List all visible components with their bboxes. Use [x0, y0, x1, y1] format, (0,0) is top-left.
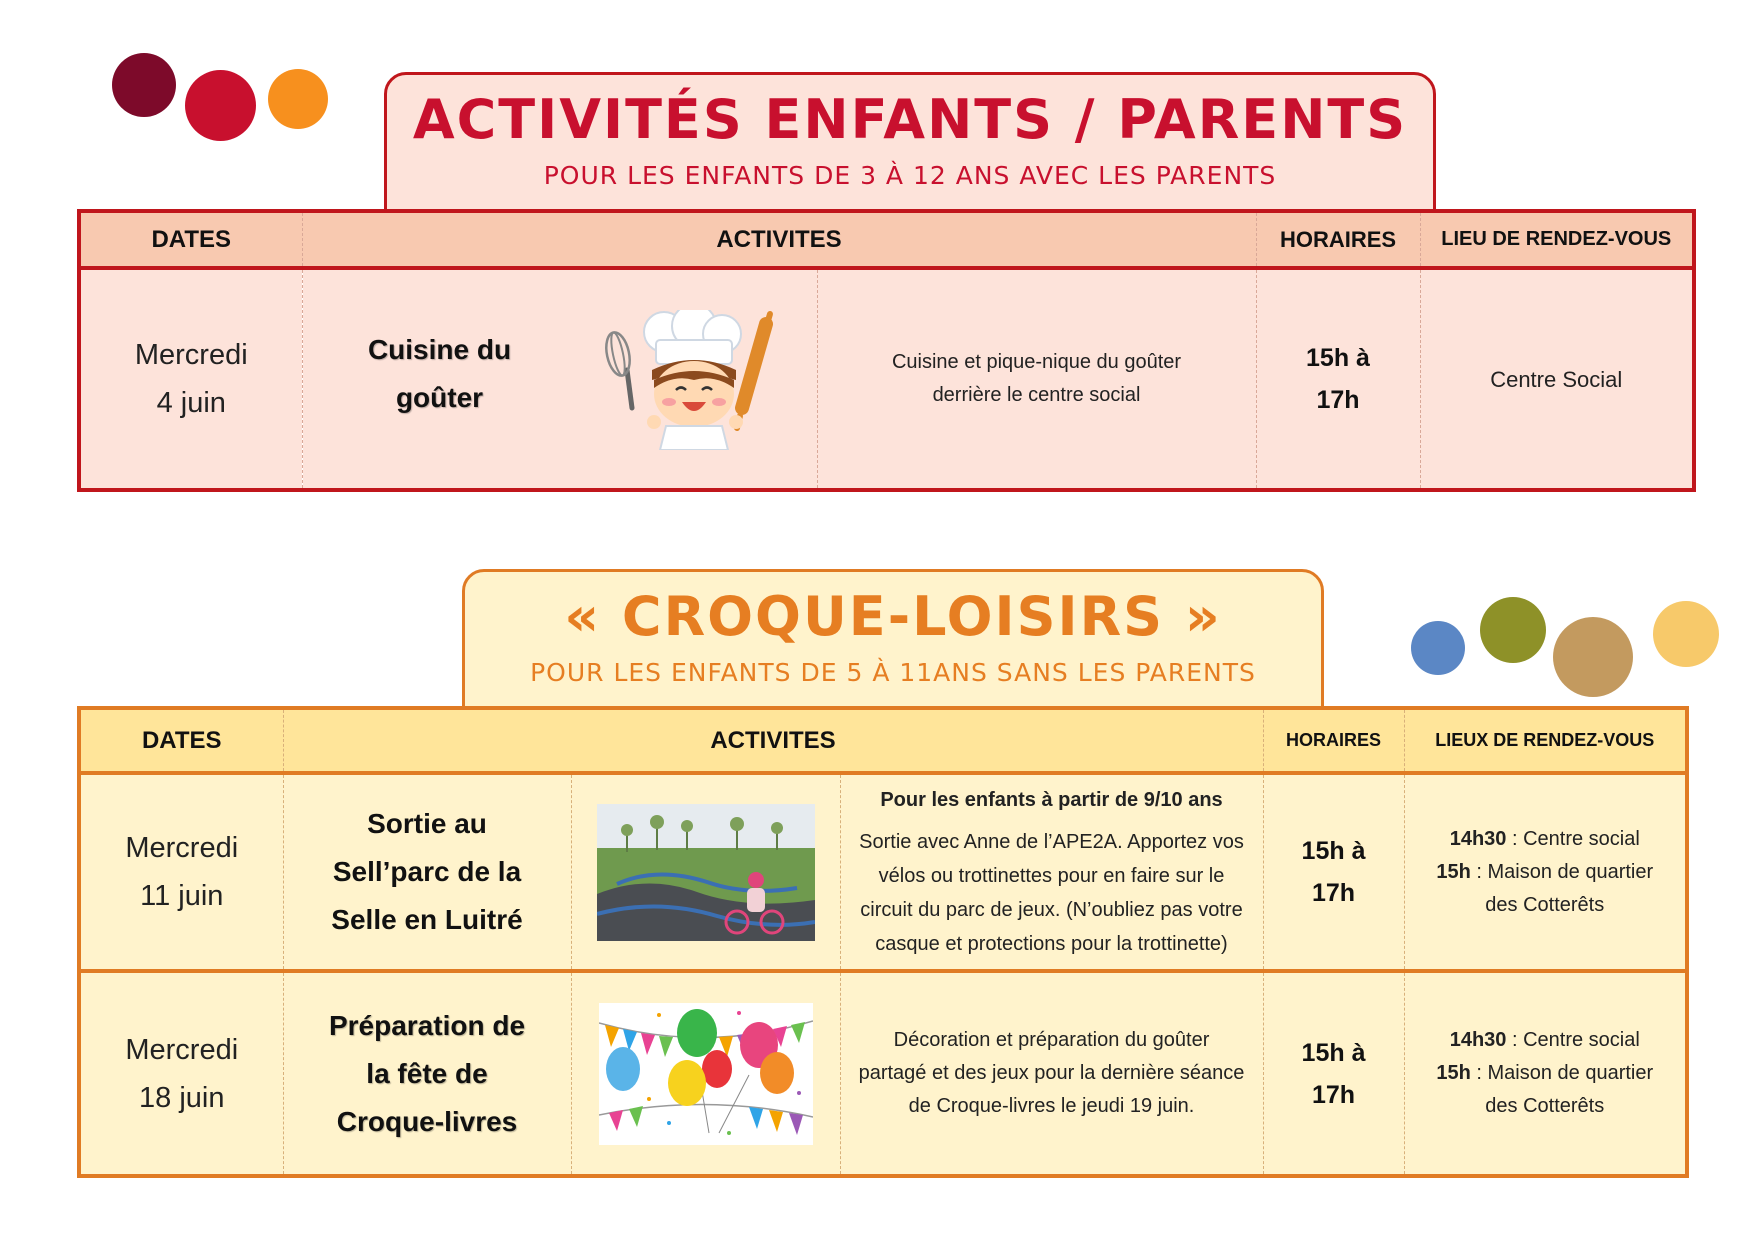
place-line: [1405, 1024, 1686, 1057]
date-day: Mercredi: [125, 1033, 239, 1066]
place-time: 14h30: [1449, 1029, 1507, 1051]
table-row: [79, 773, 1687, 971]
activity-title-line: Préparation de: [328, 1009, 526, 1041]
time-start: 15h à: [1301, 837, 1366, 865]
section1-title: ACTIVITÉS ENFANTS / PARENTS: [412, 88, 1408, 151]
description-heading: Pour les enfants à partir de 9/10 ans: [880, 789, 1223, 811]
description-line: Cuisine et pique-nique du goûter: [891, 351, 1182, 373]
activity-title-line: Cuisine du: [367, 334, 512, 365]
description-line: circuit du parc de jeux. (N’oubliez pas votre: [860, 899, 1243, 921]
date-day: Mercredi: [134, 339, 248, 371]
description-cell: [817, 268, 1256, 490]
header-activites: ACTIVITES: [283, 708, 1263, 773]
place-cell: [1404, 971, 1687, 1176]
date-date: 4 juin: [156, 387, 226, 419]
date-cell: [79, 268, 302, 490]
activity-title-line: Selle en Luitré: [331, 904, 523, 935]
activity-cell: [283, 971, 571, 1176]
decor-dot-red: [185, 70, 256, 141]
place-name: : Maison de quartier: [1470, 1062, 1654, 1084]
header-lieu: LIEUX DE RENDEZ-VOUS: [1435, 730, 1655, 750]
activity-cell: [302, 268, 817, 490]
description-line: de Croque-livres le jeudi 19 juin.: [908, 1095, 1195, 1117]
place-time: 15h: [1436, 1062, 1471, 1084]
header-dates: DATES: [79, 211, 302, 268]
description-cell: [840, 773, 1263, 971]
decor-dot-tan: [1553, 617, 1633, 697]
decor-dot-orange: [268, 69, 328, 129]
activity-title-line: la fête de: [366, 1057, 488, 1089]
section1-header-row: [79, 211, 1694, 268]
time-end: 17h: [1316, 386, 1360, 414]
activity-cell: [283, 773, 571, 971]
date-cell: [79, 971, 283, 1176]
header-dates: DATES: [79, 708, 283, 773]
place-line: [1405, 856, 1686, 889]
decor-dot-maroon: [112, 53, 176, 117]
place-name: Centre Social: [1490, 366, 1623, 392]
place-line: des Cotterêts: [1485, 1095, 1605, 1117]
description-cell: [840, 971, 1263, 1176]
activity-title-line: goûter: [395, 382, 484, 413]
date-date: 18 juin: [139, 1081, 225, 1114]
section2-header-row: [79, 708, 1687, 773]
chef-hat-icon: [644, 310, 741, 364]
description-line: vélos ou trottinettes pour en faire sur le: [878, 865, 1225, 887]
chef-child-illustration: [594, 310, 784, 450]
description-line: derrière le centre social: [932, 384, 1141, 406]
table-row: [79, 268, 1694, 490]
section2-title: « CROQUE-LOISIRS »: [564, 585, 1222, 648]
place-line: [1405, 1057, 1686, 1090]
place-line: des Cotterêts: [1485, 893, 1605, 916]
decor-dot-blue: [1411, 621, 1465, 675]
description-line: Décoration et préparation du goûter: [893, 1029, 1210, 1051]
rolling-pin-icon: [737, 314, 770, 428]
date-day: Mercredi: [125, 832, 239, 864]
whisk-icon: [602, 330, 633, 408]
balloons-bunting-illustration: [599, 1003, 813, 1145]
time-end: 17h: [1311, 879, 1356, 907]
section1-subtitle: POUR LES ENFANTS DE 3 À 12 ANS AVEC LES PARENTS: [543, 161, 1277, 190]
header-activites: ACTIVITES: [302, 211, 1256, 268]
place-cell: [1420, 268, 1694, 490]
activity-title-line: Sortie au: [367, 808, 487, 839]
decor-dot-yellow: [1653, 601, 1719, 667]
time-cell: [1263, 773, 1404, 971]
date-date: 11 juin: [140, 880, 224, 912]
time-start: 15h à: [1306, 344, 1370, 372]
description-line: casque et protections pour la trottinette): [875, 933, 1228, 955]
time-start: 15h à: [1301, 1038, 1366, 1067]
place-time: 15h: [1436, 860, 1471, 883]
place-line: [1405, 823, 1686, 856]
place-cell: [1404, 773, 1687, 971]
description-line: partagé et des jeux pour la dernière séance: [858, 1062, 1245, 1084]
section1-table: [77, 209, 1696, 492]
section2-subtitle: POUR LES ENFANTS DE 5 À 11ANS SANS LES PARENTS: [530, 658, 1256, 687]
place-name: : Centre social: [1506, 827, 1640, 850]
section1-banner: [384, 72, 1436, 212]
pumptrack-photo: [597, 804, 815, 941]
description-line: Sortie avec Anne de l’APE2A. Apportez vos: [859, 831, 1244, 853]
date-cell: [79, 773, 283, 971]
section2-banner: [462, 569, 1324, 709]
image-cell: [571, 773, 840, 971]
activity-title-line: Sell’parc de la: [332, 856, 522, 887]
activity-title-line: Croque-livres: [336, 1105, 518, 1137]
header-horaires: HORAIRES: [1256, 211, 1420, 268]
section2-table: [77, 706, 1689, 1178]
place-name: : Maison de quartier: [1470, 860, 1654, 883]
time-end: 17h: [1311, 1080, 1356, 1109]
header-horaires: HORAIRES: [1263, 708, 1404, 773]
image-cell: [571, 971, 840, 1176]
time-cell: [1256, 268, 1420, 490]
table-row: [79, 971, 1687, 1176]
decor-dot-olive: [1480, 597, 1546, 663]
header-lieu: LIEU DE RENDEZ-VOUS: [1441, 228, 1672, 250]
child-face-icon: [652, 360, 736, 427]
place-time: 14h30: [1449, 827, 1507, 850]
place-name: : Centre social: [1506, 1029, 1640, 1051]
time-cell: [1263, 971, 1404, 1176]
